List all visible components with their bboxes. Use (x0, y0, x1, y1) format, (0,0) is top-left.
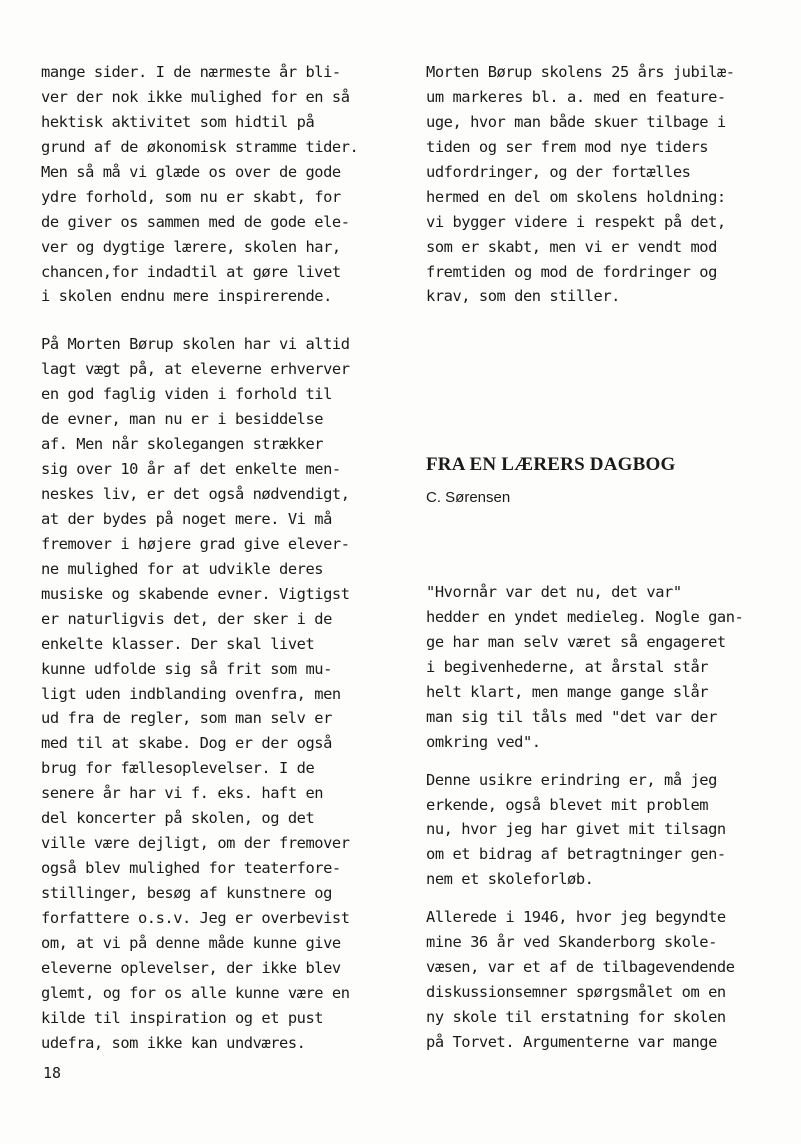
text-line: På Morten Børup skolen har vi altid (41, 335, 350, 354)
text-line: også blev mulighed for teaterfore- (41, 859, 341, 878)
text-line: ver og dygtige lærere, skolen har, (41, 237, 341, 256)
text-line: udfordringer, og der fortælles (426, 162, 691, 181)
paragraph (426, 768, 771, 893)
text-line: um markeres bl. a. med en feature- (426, 87, 726, 106)
text-line: brug for fællesoplevelser. I de (41, 759, 315, 778)
text-line: chancen,for indadtil at gøre livet (41, 262, 341, 281)
text-line: Denne usikre erindring er, må jeg (426, 770, 717, 789)
text-line: nem et skoleforløb. (426, 870, 594, 889)
text-line: ne mulighed for at udvikle deres (41, 559, 324, 578)
text-line: ge har man selv været så engageret (426, 632, 726, 651)
paragraph (426, 905, 771, 1055)
paragraph (41, 60, 396, 309)
text-line: helt klart, men mange gange slår (426, 682, 709, 701)
text-line: om, at vi på denne måde kunne give (41, 933, 341, 952)
text-line: del koncerter på skolen, og det (41, 809, 315, 828)
text-line: "Hvornår var det nu, det var" (426, 583, 682, 601)
text-line: ligt uden indblanding ovenfra, men (41, 684, 341, 703)
intro-paragraph (426, 60, 771, 309)
text-line: krav, som den stiller. (426, 287, 620, 306)
text-line: vi bygger videre i respekt på det, (426, 212, 726, 231)
text-line: fremtiden og mod de fordringer og (426, 262, 717, 281)
text-line: hedder en yndet medieleg. Nogle gan- (426, 607, 744, 626)
text-line: mine 36 år ved Skanderborg skole- (426, 933, 717, 952)
text-line: de evner, man nu er i besiddelse (41, 410, 324, 429)
text-line: ville være dejligt, om der fremover (41, 834, 350, 853)
text-line: ydre forhold, som nu er skabt, for (41, 187, 341, 206)
text-line: som er skabt, men vi er vendt mod (426, 237, 717, 256)
text-line: i skolen endnu mere inspirerende. (41, 287, 332, 306)
text-line: man sig til tåls med "det var der (426, 707, 717, 726)
text-line: en god faglig viden i forhold til (41, 385, 332, 404)
text-line: uge, hvor man både skuer tilbage i (426, 112, 726, 131)
text-line: ud fra de regler, som man selv er (41, 709, 332, 728)
text-line: glemt, og for os alle kunne være en (41, 983, 350, 1002)
article-heading: FRA EN LÆRERS DAGBOG (426, 454, 676, 475)
text-line: forfattere o.s.v. Jeg er overbevist (41, 908, 350, 927)
text-line: erkende, også blevet mit problem (426, 795, 709, 814)
text-line: hektisk aktivitet som hidtil på (41, 112, 315, 131)
paragraph (41, 332, 396, 1055)
text-line: stillinger, besøg af kunstnere og (41, 884, 332, 902)
text-line: med til at skabe. Dog er der også (41, 734, 332, 753)
text-line: Morten Børup skolens 25 års jubilæ- (426, 63, 735, 81)
text-line: mange sider. I de nærmeste år bli- (41, 63, 341, 81)
text-line: på Torvet. Argumenterne var mange (426, 1032, 717, 1051)
article-author: C. Sørensen (426, 489, 511, 506)
text-line: Men så må vi glæde os over de gode (41, 162, 341, 181)
text-line: kunne udfolde sig så frit som mu- (41, 659, 332, 678)
text-line: at der bydes på noget mere. Vi må (41, 509, 332, 528)
text-line: fremover i højere grad give elever- (41, 534, 350, 553)
text-line: omkring ved". (426, 732, 541, 751)
text-line: diskussionsemner spørgsmålet om en (426, 983, 726, 1002)
text-line: de giver os sammen med de gode ele- (41, 212, 350, 231)
text-line: Allerede i 1946, hvor jeg begyndte (426, 908, 726, 927)
text-line: om et bidrag af betragtninger gen- (426, 845, 726, 864)
right-column-intro (426, 60, 771, 309)
text-line: grund af de økonomisk stramme tider. (41, 137, 359, 156)
text-line: senere år har vi f. eks. haft en (41, 784, 324, 803)
text-line: af. Men når skolegangen strækker (41, 435, 324, 454)
text-line: i begivenhederne, at årstal står (426, 657, 709, 676)
text-line: ver der nok ikke mulighed for en så (41, 87, 350, 106)
text-line: ny skole til erstatning for skolen (426, 1008, 726, 1026)
text-line: nu, hvor jeg har givet mit tilsagn (426, 820, 726, 839)
page-number: 18 (43, 1064, 62, 1082)
text-line: sig over 10 år af det enkelte men- (41, 460, 341, 479)
paragraph (426, 580, 771, 755)
text-line: udefra, som ikke kan undværes. (41, 1033, 306, 1052)
article-header (426, 451, 675, 509)
text-line: enkelte klasser. Der skal livet (41, 634, 315, 653)
left-column (41, 60, 396, 1056)
text-line: neskes liv, er det også nødvendigt, (41, 485, 350, 503)
text-line: kilde til inspiration og et pust (41, 1008, 324, 1027)
right-column-article (426, 580, 771, 1055)
text-line: eleverne oplevelser, der ikke blev (41, 958, 341, 977)
text-line: lagt vægt på, at eleverne erhverver (41, 360, 350, 379)
text-line: væsen, var et af de tilbagevendende (426, 958, 735, 977)
text-line: tiden og ser frem mod nye tiders (426, 137, 709, 156)
text-line: hermed en del om skolens holdning: (426, 187, 726, 206)
text-line: er naturligvis det, der sker i de (41, 609, 332, 628)
text-line: musiske og skabende evner. Vigtigst (41, 584, 350, 603)
